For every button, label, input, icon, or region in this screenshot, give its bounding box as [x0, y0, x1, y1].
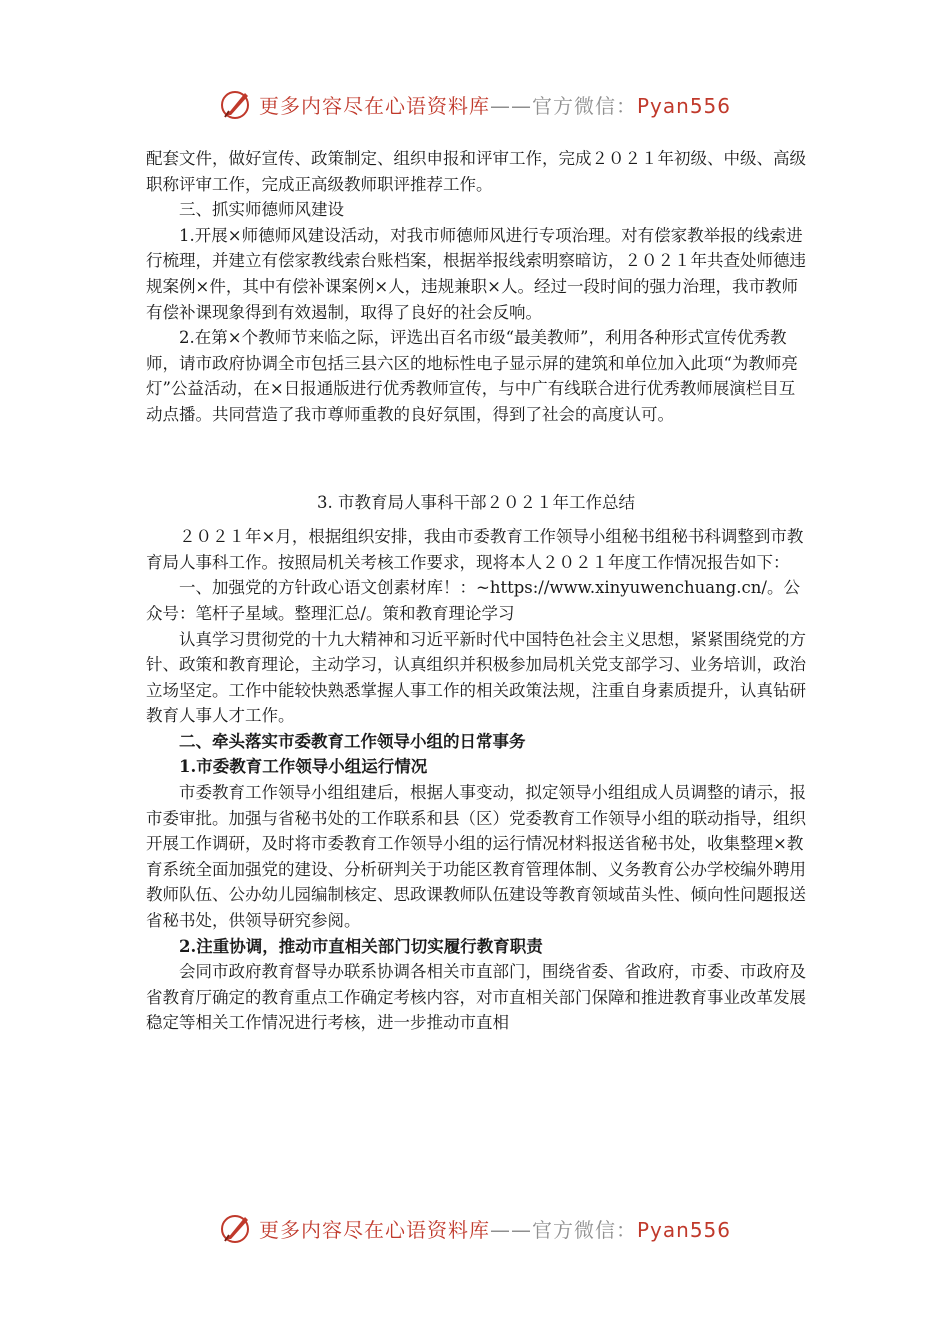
paragraph: 会同市政府教育督导办联系协调各相关市直部门，围绕省委、省政府，市委、市政府及省教育厅确定的教育重点工作确定考核内容，对市直相关部门保障和推进教育事业改革发展稳定等相关工作情况进行考核，进一步推动市直相 — [146, 962, 806, 1033]
section-heading: 三、抓实师德师风建设 — [179, 200, 344, 220]
paragraph: 市委教育工作领导小组组建后，根据人事变动，拟定领导小组组成人员调整的请示，报市委审批。加强与省秘书处的工作联系和县（区）党委教育工作领导小组的联动指导，组织开展工作调研，及时将市委教育工作领导小组的运行情况材料报送省秘书处，收集整理×教育系统全面加强党的建设、分析研判关于功能区教育管理体制、义务教育公办学校编外聘用教师队伍、公办幼儿园编制核定、思政课教师队伍建设等教育领域苗头性、倾向性问题报送省秘书处，供领导研究参阅。 — [146, 783, 806, 931]
paragraph: 认真学习贯彻党的十九大精神和习近平新时代中国特色社会主义思想，紧紧围绕党的方针、政策和教育理论，主动学习，认真组织并积极参加局机关党支部学习、业务培训，政治立场坚定。工作中能较快熟悉掌握人事工作的相关政策法规，注重自身素质提升，认真钻研教育人事人才工作。 — [146, 629, 806, 726]
paragraph: ２０２１年×月，根据组织安排，我由市委教育工作领导小组秘书组秘书科调整到市教育局人事科工作。按照局机关考核工作要求，现将本人２０２１年度工作情况报告如下： — [146, 527, 804, 572]
footer-watermark-banner — [0, 1208, 950, 1248]
subsection-heading: 2.注重协调，推动市直相关部门切实履行教育职责 — [179, 936, 543, 956]
header-watermark-banner — [0, 84, 950, 124]
paragraph: 1.开展×师德师风建设活动，对我市师德师风进行专项治理。对有偿家教举报的线索进行梳理，并建立有偿家教线索台账档案，根据举报线索明察暗访，２０２１年共查处师德违规案例×件，其中有偿补课案例×人，违规兼职×人。经过一段时间的强力治理，我市教师有偿补课现象得到有效遏制，取得了良好的社会反响。 — [146, 225, 806, 322]
quill-logo-icon — [219, 87, 253, 121]
paragraph: 配套文件，做好宣传、政策制定、组织申报和评审工作，完成２０２１年初级、中级、高级职称评审工作，完成正高级教师职评推荐工作。 — [146, 149, 806, 194]
banner-text: 更多内容尽在心语资料库——官方微信：Pyan556 — [258, 93, 731, 118]
banner-text: 更多内容尽在心语资料库——官方微信：Pyan556 — [258, 1217, 731, 1242]
paragraph: 2.在第×个教师节来临之际，评选出百名市级“最美教师”，利用各种形式宣传优秀教师，请市政府协调全市包括三县六区的地标性电子显示屏的建筑和单位加入此项“为教师亮灯”公益活动，在×日报通版进行优秀教师宣传，与中广有线联合进行优秀教师展演栏目互动点播。共同营造了我市尊师重教的良好氛围，得到了社会的高度认可。 — [146, 328, 798, 424]
section-heading: 一、加强党的方针政心语文创素材库！：~https://www.xinyuwenchuang.cn/。公众号：笔杆子星域。整理汇总/。策和教育理论学习 — [146, 578, 800, 623]
document-title: 3. 市教育局人事科干部２０２１年工作总结 — [317, 492, 635, 512]
section-heading: 二、牵头落实市委教育工作领导小组的日常事务 — [179, 731, 526, 751]
document-body — [146, 146, 806, 1036]
subsection-heading: 1.市委教育工作领导小组运行情况 — [179, 757, 428, 777]
quill-logo-icon — [219, 1211, 253, 1245]
